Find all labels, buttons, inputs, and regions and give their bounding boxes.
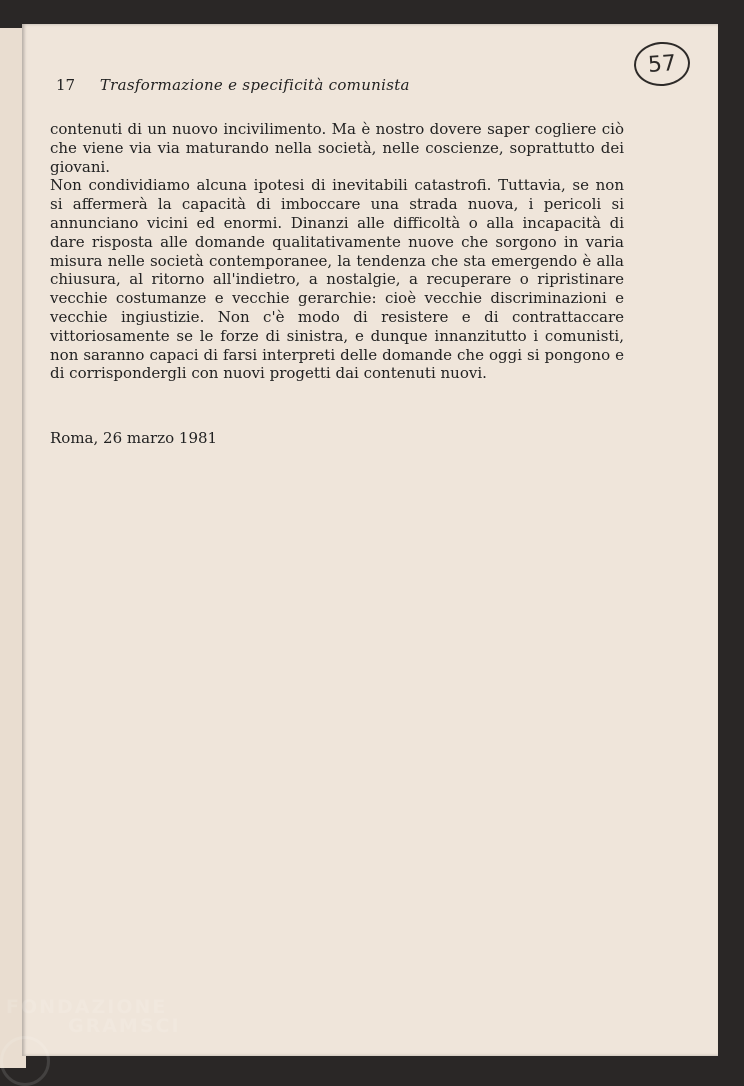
watermark-line: FONDAZIONE [6, 996, 168, 1018]
paragraph: Non condividiamo alcuna ipotesi di inevitabili catastrofi. Tuttavia, se non si affermerà la capacità di imboccare una strada nuova, i pericoli si annunciano vicini ed enormi. Dinanzi alle difficoltà o alla incapacità di dare risposta alle domande qualitativamente nuove che sorgono in varia misura nelle società contemporanee, la tendenza che sta emergendo è alla chiusura, al ritorno all'indietro, a nostalgie, a recuperare o ripristinare vecchie costumanze e vecchie gerarchie: cioè vecchie discriminazioni e vecchie ingiustizie. Non c'è modo di resistere e di contrattaccare vittoriosamente se le forze di sinistra, e dunque innanzitutto i comunisti, non saranno capaci di farsi interpreti delle domande che oggi si pongono e di corrispondergli con nuovi progetti dai contenuti nuovi. [50, 176, 624, 383]
signature-date: Roma, 26 marzo 1981 [50, 429, 218, 447]
paragraph: contenuti di un nuovo incivilimento. Ma è nostro dovere saper cogliere ciò che viene via via maturando nella società, nelle coscienze, soprattutto dei giovani. [50, 120, 624, 176]
running-header [56, 76, 676, 94]
watermark-logo-icon [0, 1036, 50, 1086]
page-number: 17 [56, 76, 76, 94]
watermark-line: GRAMSCI [68, 1015, 181, 1037]
running-title: Trasformazione e specificità comunista [99, 76, 410, 94]
stamp-number: 57 [647, 50, 677, 78]
document-page [22, 24, 718, 1056]
archive-watermark [6, 998, 181, 1036]
body-text [50, 120, 624, 383]
